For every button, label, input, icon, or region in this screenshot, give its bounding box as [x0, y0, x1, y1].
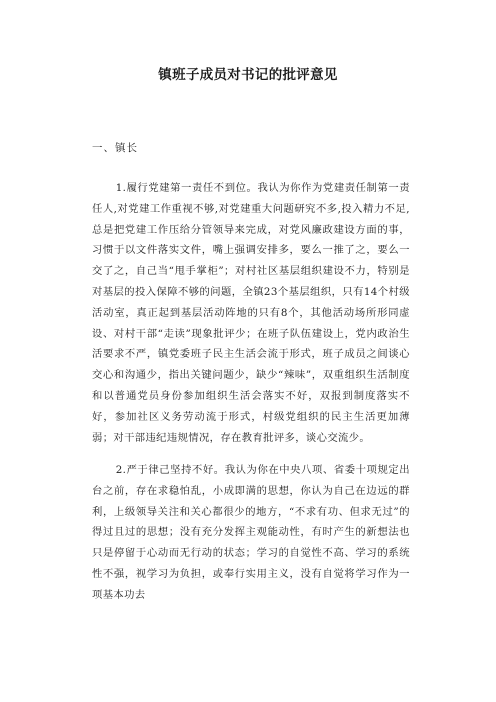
document-title: 镇班子成员对书记的批评意见	[158, 67, 338, 83]
body-paragraph: 1.履行党建第一责任不到位。我认为你作为党建责任制第一责任人,对党建工作重视不够,对党建重大问题研究不多,投入精力不足,总是把党建工作压给分管领导来完成，对党风廉政建设方面的事，习惯于以文件落实文件，嘴上强调安排多，要么一推了之，要么一交了之，自己当“甩手掌柜”；对村社区基层组织建设不力，特别是对基层的投入保障不够的问题，全镇23个基层组织，只有14个村级活动室，真正起到基层活动阵地的只有8个，其他活动场所形同虚设、对村干部“走读”现象批评少；在班子队伍建设上，党内政治生活要求不严，镇党委班子民主生活会流于形式，班子成员之间谈心交心和沟通少，指出关键问题少，缺少“辣味”，双重组织生活制度和以普通党员身份参加组织生活会落实不好，双报到制度落实不好，参加社区义务劳动流于形式，村级党组织的民主生活更加薄弱；对干部违纪违规情况，存在教育批评多，谈心交流少。	[92, 182, 410, 444]
body-paragraph: 2.严于律己坚持不好。我认为你在中央八项、省委十项规定出台之前，存在求稳怕乱，小成即满的思想，你认为自己在边远的群利，上级领导关注和关心都很少的地方，“不求有功、但求无过”的得过且过的思想；没有充分发挥主观能动性，有时产生的新想法也只是停留于心动而无行动的状态；学习的自觉性不高、学习的系统性不强，视学习为负担，或奉行实用主义，没有自觉将学习作为一项基本功去	[92, 464, 410, 601]
section-heading: 一、镇长	[92, 142, 138, 154]
